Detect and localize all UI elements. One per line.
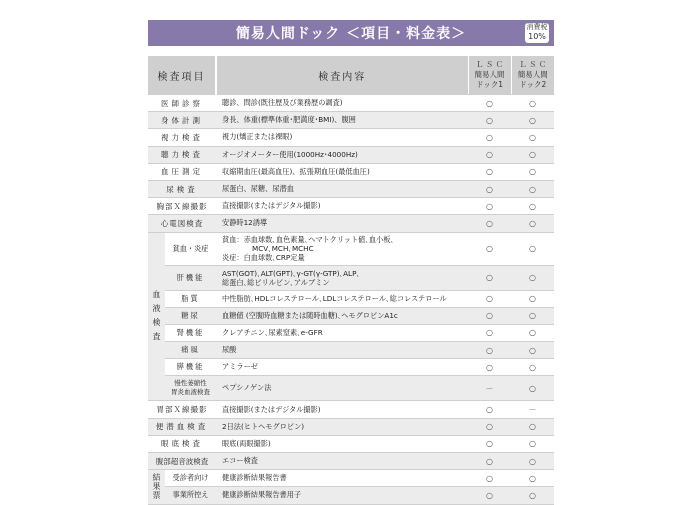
table-row: 肝機能 AST(GOT)､ALT(GPT)､γ-GT(γ-GTP)､ALP､ 総蛋白､総ビリルビン､アルブミン ○ ○: [148, 265, 554, 290]
result-sheet-group: 結 果 票: [148, 470, 165, 504]
tax-rate: 10%: [528, 32, 546, 41]
table-row: 眼底検査 眼底(両眼撮影) ○ ○: [148, 435, 554, 452]
page-title: 簡易人間ドック ＜項目・料金表＞: [235, 26, 467, 42]
title-banner: [148, 20, 554, 46]
blood-test-group: 血 液 検 査: [148, 232, 165, 401]
table-row: 便潜血検査 2日法(ヒトヘモグロビン) ○ ○: [148, 418, 554, 435]
header-item: 検査項目: [148, 56, 216, 95]
table-header: [148, 56, 554, 95]
table-row: 血 液 検 査 貧血・炎症 貧血：赤血球数､血色素量､ヘマトクリット値､血小板､ MCV､MCH､MCHC 炎症：白血球数､CRP定量 ○ ○: [148, 232, 554, 265]
table-row: 聴力検査 オージオメーター使用(1000Hz･4000Hz) ○ ○: [148, 146, 554, 163]
header-content: 検査内容: [216, 56, 468, 95]
table-row: 視力検査 視力(矯正または裸眼) ○ ○: [148, 129, 554, 146]
table-row: 医師診察 聴診、問診(既往歴及び業務歴の調査) ○ ○: [148, 95, 554, 112]
table-row: 膵機能 アミラーゼ ○ ○: [148, 359, 554, 376]
table-row: 尿検査 尿蛋白、尿糖、尿潜血 ○ ○: [148, 180, 554, 197]
table-row: 胃部Ｘ線撮影 直接撮影(またはデジタル撮影) ○ －: [148, 401, 554, 418]
table-row: 血圧測定 収縮期血圧(最高血圧)、拡張期血圧(最低血圧) ○ ○: [148, 163, 554, 180]
tax-badge: [525, 23, 549, 43]
table-row: 胸部Ｘ線撮影 直接撮影(またはデジタル撮影) ○ ○: [148, 198, 554, 215]
table-row: 慢性萎縮性 胃炎血液検査 ペプシノゲン法 － ○: [148, 376, 554, 401]
table-row: 脂質 中性脂肪､HDLコレステロール､LDLコレステロール､総コレステロール ○ ○: [148, 290, 554, 307]
header-lsc2: Ｌ Ｓ Ｃ 簡易人間 ドック2: [511, 56, 554, 95]
table-row: 心電図検査 安静時12誘導 ○ ○: [148, 215, 554, 232]
table-row: 身体計測 身長、体重(標準体重･肥満度･BMI)、腹囲 ○ ○: [148, 112, 554, 129]
table-row: 腹部超音波検査 エコー検査 ○ ○: [148, 453, 554, 470]
table-row: 事業所控え 健康診断結果報告書用子 ○ ○: [148, 487, 554, 504]
tax-label: 消費税: [526, 23, 548, 31]
table-row: 腎機能 クレアチニン､尿素窒素､e-GFR ○ ○: [148, 324, 554, 341]
table-row: 糖尿 血糖値 (空腹時血糖または随時血糖)､ヘモグロビンA1c ○ ○: [148, 307, 554, 324]
table-row: 痛風 尿酸 ○ ○: [148, 342, 554, 359]
price-table: [148, 56, 554, 505]
header-lsc1: Ｌ Ｓ Ｃ 簡易人間 ドック1: [468, 56, 511, 95]
table-row: 結 果 票 受診者向け 健康診断結果報告書 ○ ○: [148, 470, 554, 487]
